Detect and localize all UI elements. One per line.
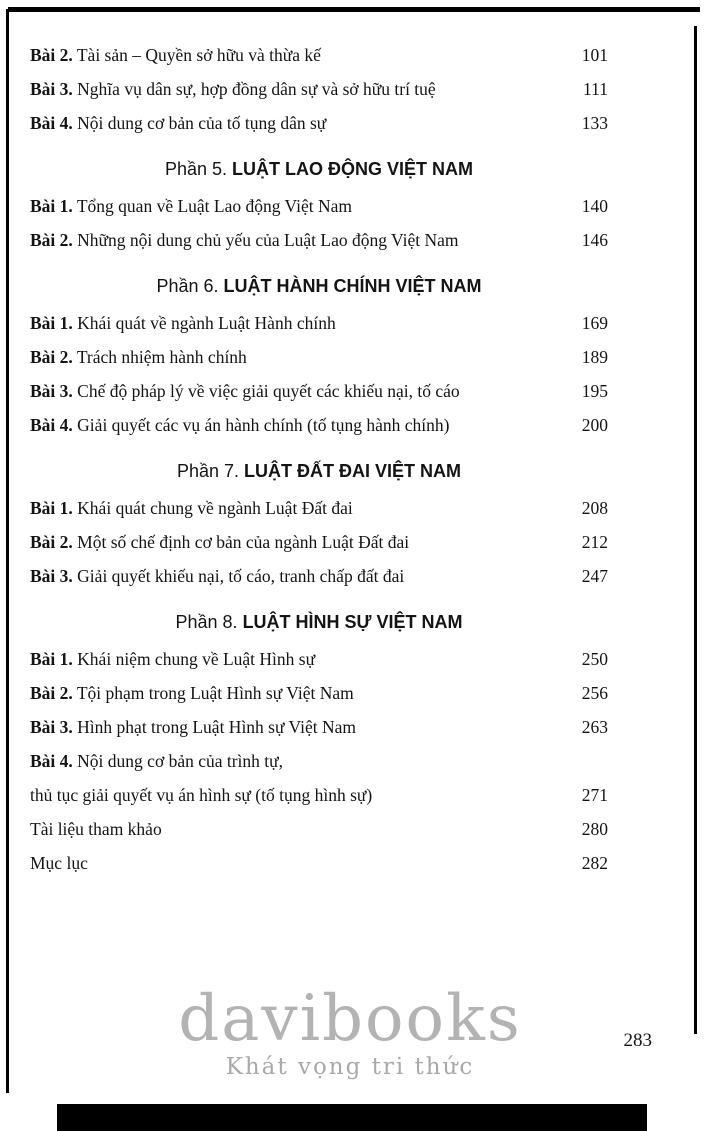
entry-label bbox=[30, 195, 568, 218]
toc-entry bbox=[30, 497, 608, 520]
entry-number: Bài 1. bbox=[30, 498, 73, 518]
entry-page-number: 250 bbox=[581, 649, 608, 669]
section-number: Phần 7. bbox=[176, 461, 240, 481]
section-title: LUẬT HÌNH SỰ VIỆT NAM bbox=[237, 612, 463, 632]
toc-entry bbox=[30, 112, 608, 135]
watermark-logo-text: davibooks bbox=[178, 982, 522, 1056]
entry-label bbox=[30, 784, 568, 807]
toc-entry-continuation bbox=[30, 784, 608, 807]
entry-label bbox=[30, 346, 568, 369]
section-heading bbox=[30, 157, 608, 181]
entry-page-number: 111 bbox=[583, 79, 608, 99]
entry-title: Tội phạm trong Luật Hình sự Việt Nam bbox=[72, 683, 354, 703]
entry-title: Giải quyết các vụ án hành chính (tố tụng hành chính) bbox=[72, 415, 450, 435]
entry-page-number: 271 bbox=[581, 785, 608, 805]
entry-label bbox=[30, 229, 568, 252]
entry-label bbox=[30, 497, 568, 520]
entry-label bbox=[30, 750, 594, 773]
entry-label bbox=[30, 852, 568, 875]
entry-page-number: 169 bbox=[581, 313, 608, 333]
entry-page-number: 195 bbox=[581, 381, 608, 401]
entry-title: Một số chế định cơ bản của ngành Luật Đất đai bbox=[72, 532, 410, 552]
entry-number: Bài 2. bbox=[30, 347, 73, 367]
entry-number: Bài 2. bbox=[30, 532, 73, 552]
section-heading bbox=[30, 610, 608, 634]
entry-title: Mục lục bbox=[30, 853, 88, 873]
entry-title: Nội dung cơ bản của trình tự, bbox=[72, 751, 284, 771]
toc-entry bbox=[30, 312, 608, 335]
toc-entry bbox=[30, 78, 608, 101]
entry-title: Nội dung cơ bản của tố tụng dân sự bbox=[72, 113, 327, 133]
toc-entry bbox=[30, 852, 608, 875]
entry-title: Khái niệm chung về Luật Hình sự bbox=[72, 649, 316, 669]
entry-label bbox=[30, 380, 568, 403]
entry-page-number: 146 bbox=[581, 230, 608, 250]
entry-page-number: 280 bbox=[581, 819, 608, 839]
section-heading bbox=[30, 274, 608, 298]
entry-title: Khái quát về ngành Luật Hành chính bbox=[72, 313, 336, 333]
section-heading bbox=[30, 459, 608, 483]
toc-section bbox=[30, 157, 608, 252]
toc-entry bbox=[30, 565, 608, 588]
toc-entry bbox=[30, 229, 608, 252]
publisher-watermark bbox=[110, 982, 590, 1080]
toc-section bbox=[30, 44, 608, 135]
scan-border-bottom bbox=[57, 1104, 647, 1131]
section-number: Phần 8. bbox=[175, 612, 238, 632]
entry-page-number: 189 bbox=[581, 347, 608, 367]
watermark-slogan: Khát vọng tri thức bbox=[225, 1054, 475, 1080]
entry-number: Bài 2. bbox=[30, 230, 73, 250]
page-number: 283 bbox=[623, 1030, 652, 1051]
entry-title: Tài sản – Quyền sở hữu và thừa kế bbox=[72, 45, 321, 65]
entry-page-number: 140 bbox=[581, 196, 608, 216]
entry-label bbox=[30, 414, 568, 437]
entry-number: Bài 4. bbox=[30, 113, 73, 133]
section-number: Phần 6. bbox=[156, 276, 219, 296]
entry-number: Bài 3. bbox=[30, 79, 73, 99]
toc-entry bbox=[30, 682, 608, 705]
entry-page-number: 282 bbox=[581, 853, 608, 873]
toc-entry bbox=[30, 750, 608, 773]
entry-title: thủ tục giải quyết vụ án hình sự (tố tụng hình sự) bbox=[30, 785, 373, 805]
entry-page-number: 101 bbox=[581, 45, 608, 65]
entry-label bbox=[30, 112, 568, 135]
entry-number: Bài 2. bbox=[30, 683, 73, 703]
entry-title: Chế độ pháp lý về việc giải quyết các khiếu nại, tố cáo bbox=[72, 381, 460, 401]
entry-page-number: 133 bbox=[581, 113, 608, 133]
entry-label bbox=[30, 312, 568, 335]
toc-section bbox=[30, 610, 608, 875]
scan-border-left bbox=[6, 9, 9, 1093]
toc-section bbox=[30, 274, 608, 437]
entry-title: Những nội dung chủ yếu của Luật Lao động Việt Nam bbox=[72, 230, 459, 250]
entry-number: Bài 2. bbox=[30, 45, 73, 65]
entry-label bbox=[30, 682, 568, 705]
entry-page-number: 247 bbox=[581, 566, 608, 586]
entry-number: Bài 4. bbox=[30, 751, 73, 771]
toc-entry bbox=[30, 380, 608, 403]
entry-number: Bài 3. bbox=[30, 381, 73, 401]
entry-label bbox=[30, 78, 569, 101]
entry-page-number: 200 bbox=[581, 415, 608, 435]
toc-entry bbox=[30, 648, 608, 671]
entry-label bbox=[30, 818, 568, 841]
toc-section bbox=[30, 459, 608, 588]
section-title: LUẬT HÀNH CHÍNH VIỆT NAM bbox=[218, 276, 482, 296]
entry-label bbox=[30, 716, 568, 739]
scan-border-top bbox=[8, 7, 700, 12]
entry-number: Bài 3. bbox=[30, 566, 73, 586]
toc-entry bbox=[30, 716, 608, 739]
entry-page-number: 263 bbox=[581, 717, 608, 737]
section-title: LUẬT LAO ĐỘNG VIỆT NAM bbox=[227, 159, 474, 179]
entry-title: Giải quyết khiếu nại, tố cáo, tranh chấp đất đai bbox=[72, 566, 405, 586]
table-of-contents bbox=[30, 44, 608, 886]
entry-label bbox=[30, 565, 568, 588]
entry-page-number: 208 bbox=[581, 498, 608, 518]
toc-entry bbox=[30, 346, 608, 369]
section-title: LUẬT ĐẤT ĐAI VIỆT NAM bbox=[239, 461, 462, 481]
entry-title: Trách nhiệm hành chính bbox=[72, 347, 247, 367]
entry-number: Bài 1. bbox=[30, 196, 73, 216]
entry-label bbox=[30, 44, 568, 67]
scan-border-right bbox=[694, 26, 697, 1034]
toc-entry bbox=[30, 414, 608, 437]
entry-number: Bài 3. bbox=[30, 717, 73, 737]
entry-title: Khái quát chung về ngành Luật Đất đai bbox=[72, 498, 353, 518]
toc-entry bbox=[30, 44, 608, 67]
entry-label bbox=[30, 531, 568, 554]
entry-page-number: 256 bbox=[581, 683, 608, 703]
entry-title: Tài liệu tham khảo bbox=[30, 819, 162, 839]
entry-title: Nghĩa vụ dân sự, hợp đồng dân sự và sở hữu trí tuệ bbox=[72, 79, 436, 99]
entry-title: Hình phạt trong Luật Hình sự Việt Nam bbox=[72, 717, 357, 737]
entry-page-number: 212 bbox=[581, 532, 608, 552]
section-number: Phần 5. bbox=[164, 159, 228, 179]
toc-entry bbox=[30, 818, 608, 841]
entry-number: Bài 1. bbox=[30, 649, 73, 669]
entry-title: Tổng quan về Luật Lao động Việt Nam bbox=[72, 196, 353, 216]
entry-label bbox=[30, 648, 568, 671]
toc-entry bbox=[30, 531, 608, 554]
entry-number: Bài 1. bbox=[30, 313, 73, 333]
toc-entry bbox=[30, 195, 608, 218]
entry-number: Bài 4. bbox=[30, 415, 73, 435]
